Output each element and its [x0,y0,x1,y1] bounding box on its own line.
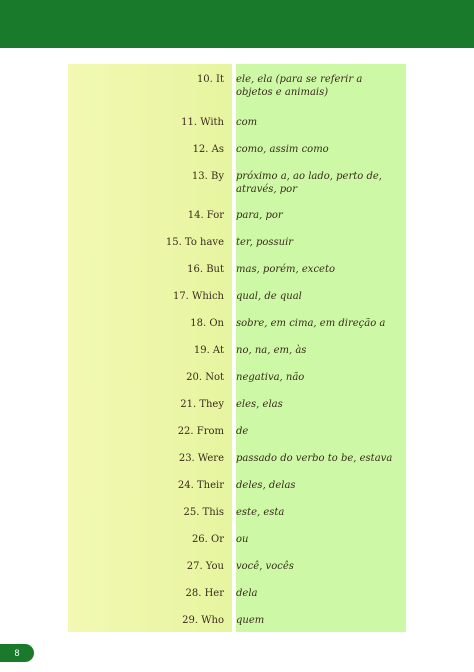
meaning-cell: próximo a, ao lado, perto de, através, por [236,171,382,195]
table-row [68,73,406,99]
term-cell: 22. From [177,426,224,437]
table-row [68,506,406,519]
page-number: 8 [0,644,34,662]
meaning-cell: sobre, em cima, em direção a [236,318,386,329]
meaning-cell: como, assim como [236,144,329,155]
meaning-cell: este, esta [236,507,285,518]
meaning-cell: ter, possuir [236,237,294,248]
table-row [68,371,406,384]
term-cell: 15. To have [165,237,224,248]
table-row [68,425,406,438]
term-cell: 28. Her [185,588,224,599]
meaning-cell: dela [236,588,258,599]
table-row [68,452,406,465]
table-row [68,170,406,196]
meaning-cell: no, na, em, às [236,345,307,356]
term-cell: 19. At [193,345,224,356]
table-row [68,143,406,156]
term-cell: 18. On [190,318,224,329]
term-cell: 25. This [183,507,224,518]
meaning-cell: para, por [236,210,283,221]
table-row [68,116,406,129]
term-cell: 24. Their [177,480,224,491]
term-cell: 26. Or [191,534,224,545]
meaning-cell: ele, ela (para se referir a objetos e animais) [236,74,363,98]
table-row [68,209,406,222]
term-cell: 14. For [187,210,224,221]
term-cell: 20. Not [186,372,224,383]
vocabulary-table [68,64,406,632]
term-cell: 16. But [187,264,224,275]
meaning-cell: de [236,426,249,437]
meaning-cell: qual, de qual [236,291,302,302]
term-cell: 13. By [191,171,224,182]
meaning-cell: eles, elas [236,399,283,410]
table-rows [68,64,406,632]
meaning-cell: mas, porém, exceto [236,264,336,275]
term-cell: 21. They [180,399,224,410]
term-cell: 10. It [196,74,224,85]
meaning-cell: com [236,117,258,128]
table-row [68,290,406,303]
term-cell: 23. Were [178,453,224,464]
meaning-cell: passado do verbo to be, estava [236,453,393,464]
table-row [68,479,406,492]
table-row [68,614,406,627]
term-cell: 27. You [186,561,224,572]
meaning-cell: você, vocês [236,561,294,572]
table-row [68,344,406,357]
table-row [68,236,406,249]
term-cell: 17. Which [172,291,224,302]
table-row [68,317,406,330]
meaning-cell: negativa, não [236,372,305,383]
term-cell: 11. With [181,117,224,128]
table-row [68,533,406,546]
meaning-cell: deles, delas [236,480,296,491]
table-row [68,560,406,573]
meaning-cell: ou [236,534,249,545]
term-cell: 29. Who [182,615,224,626]
table-row [68,398,406,411]
meaning-cell: quem [236,615,265,626]
table-row [68,587,406,600]
header-bar [0,0,474,48]
term-cell: 12. As [192,144,224,155]
table-row [68,263,406,276]
